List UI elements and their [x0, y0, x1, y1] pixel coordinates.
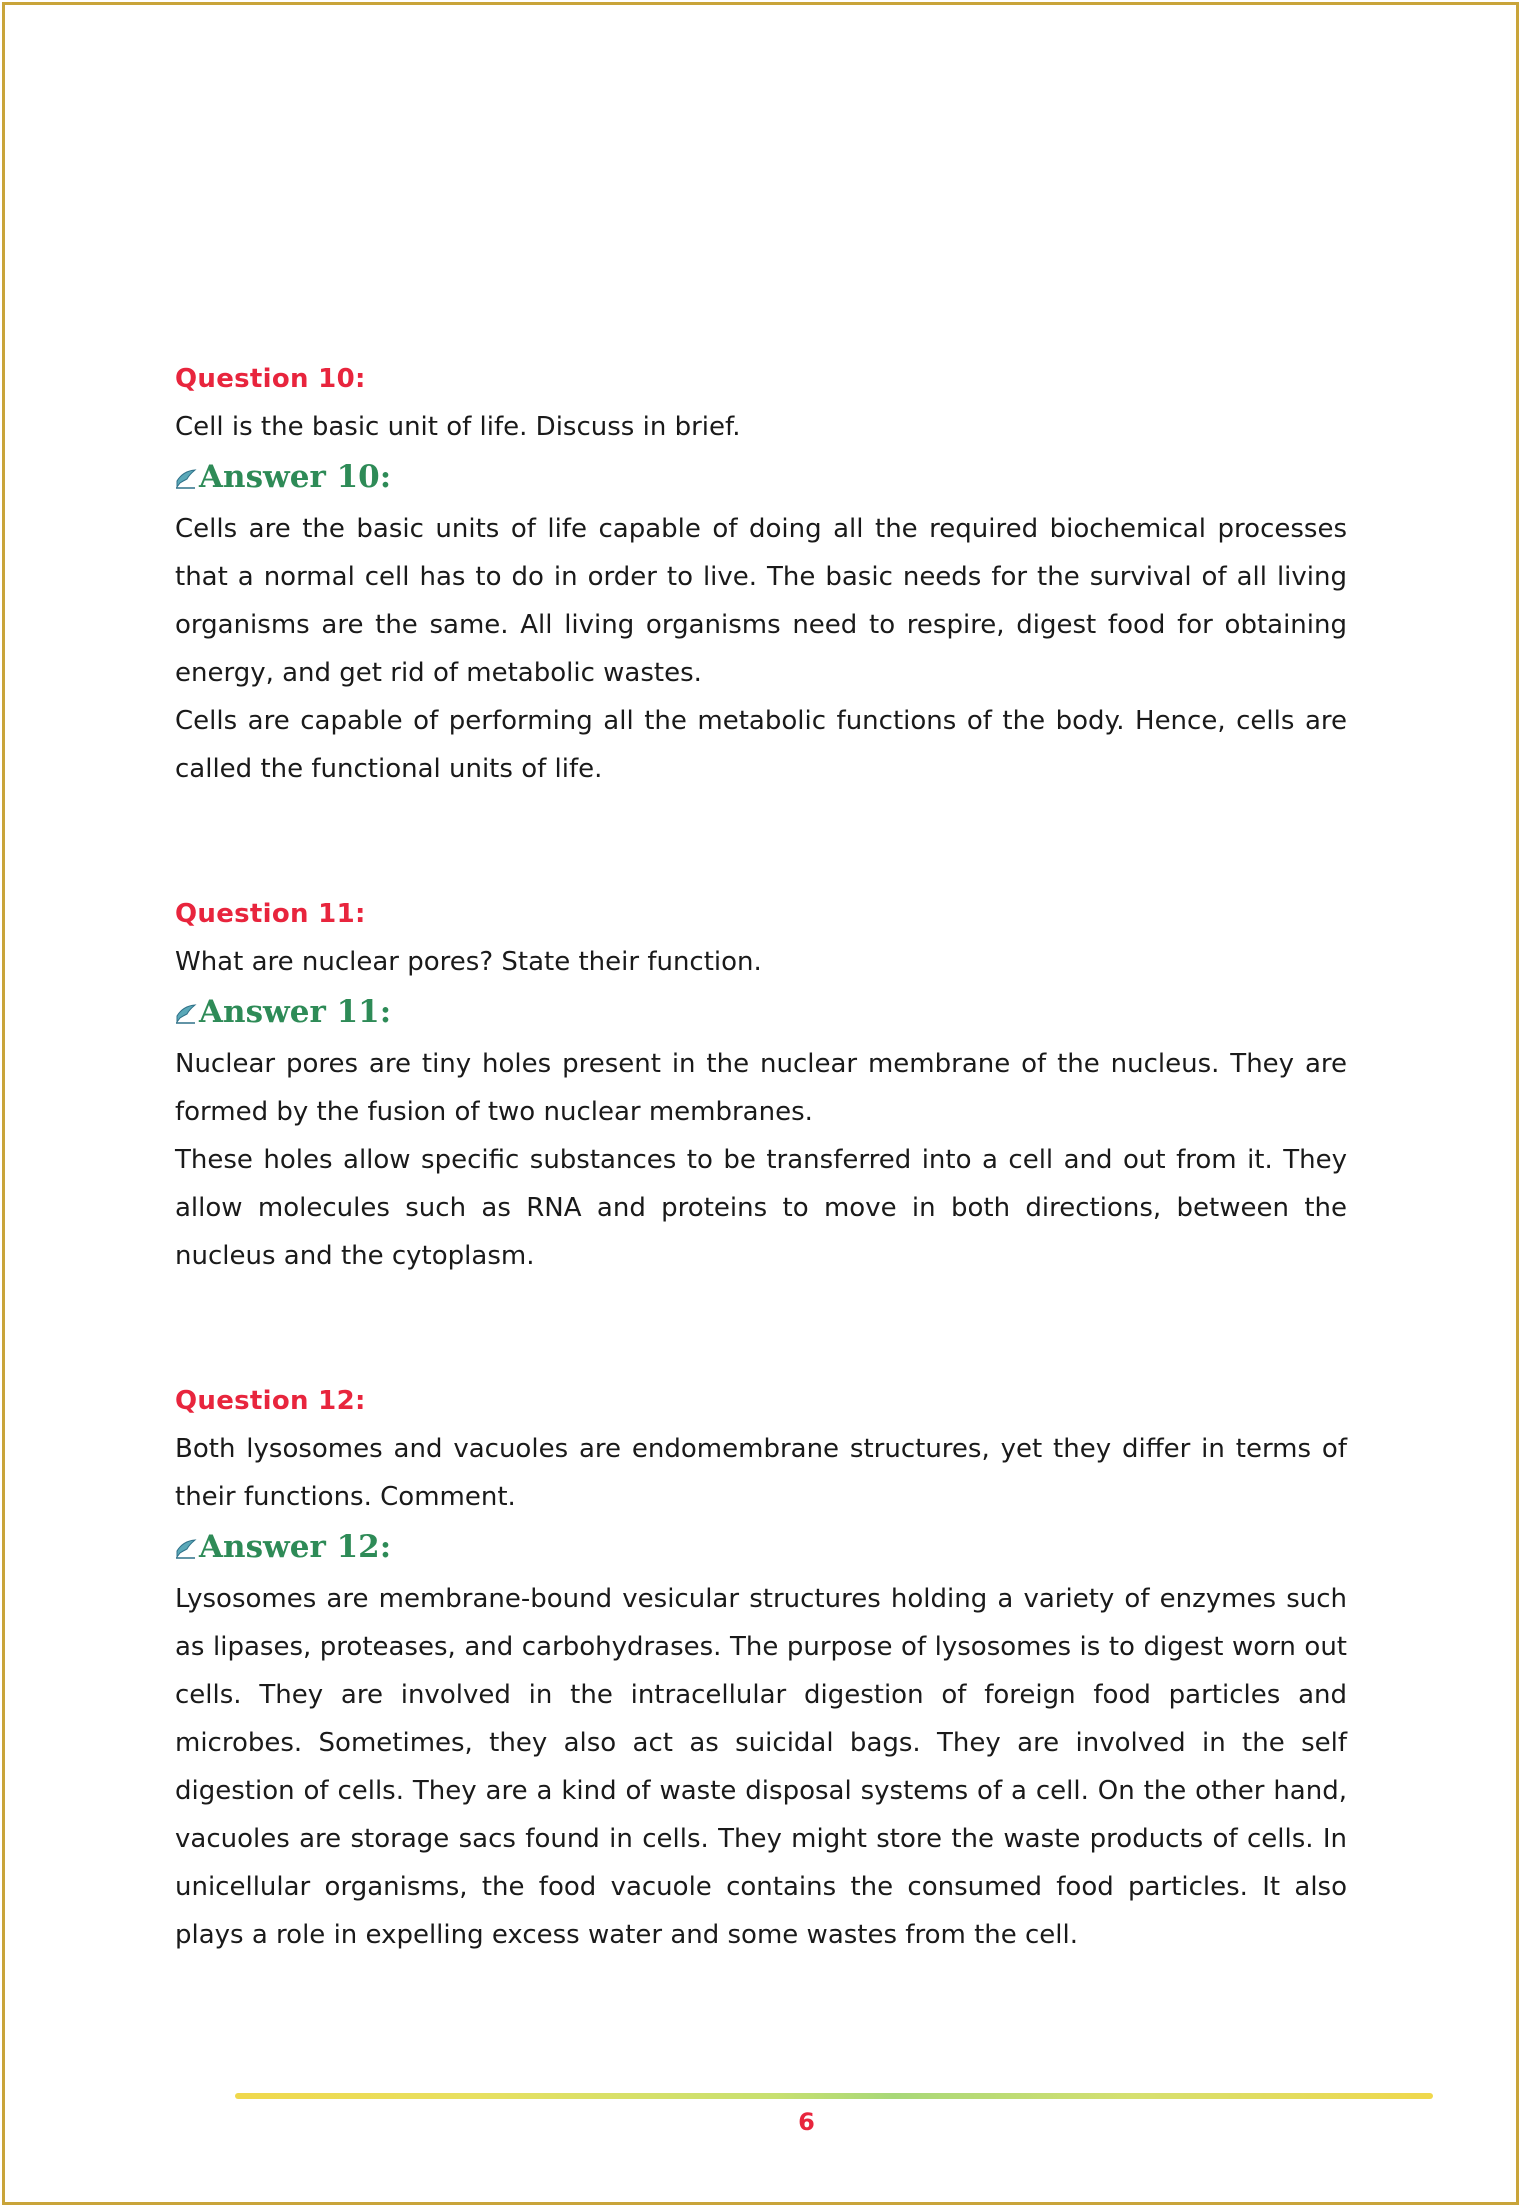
section-gap [175, 793, 1347, 890]
answer-heading: Answer 12: [199, 1529, 392, 1565]
quill-pen-icon [175, 1539, 197, 1559]
section-gap [175, 1280, 1347, 1377]
page-number: 6 [798, 2108, 815, 2136]
qa-block-12 [175, 1377, 1347, 1959]
answer-heading-row [175, 1519, 1347, 1575]
footer-divider [235, 2093, 1433, 2099]
answer-heading: Answer 11: [199, 994, 392, 1030]
question-heading: Question 12: [175, 1386, 366, 1416]
question-heading: Question 10: [175, 364, 366, 394]
answer-paragraph: These holes allow specific substances to be transferred into a cell and out from it. They allow molecules such as RNA and proteins to move in both directions, between the nucleus and the cytoplasm. [175, 1145, 1347, 1271]
answer-paragraph: Lysosomes are membrane-bound vesicular structures holding a variety of enzymes such as lipases, proteases, and carbohydrases. The purpose of lysosomes is to digest worn out cells. They are involved in the intracellular digestion of foreign food particles and microbes. Sometimes, they also act as suicidal bags. They are involved in the self digestion of cells. They are a kind of waste disposal systems of a cell. On the other hand, vacuoles are storage sacs found in cells. They might store the waste products of cells. In unicellular organisms, the food vacuole contains the consumed food particles. It also plays a role in expelling excess water and some wastes from the cell. [175, 1584, 1347, 1950]
answer-paragraph: Nuclear pores are tiny holes present in the nuclear membrane of the nucleus. They are formed by the fusion of two nuclear membranes. [175, 1049, 1347, 1127]
qa-block-11 [175, 890, 1347, 1280]
answer-paragraph: Cells are the basic units of life capable of doing all the required biochemical processes that a normal cell has to do in order to live. The basic needs for the survival of all living organisms are the same. All living organisms need to respire, digest food for obtaining energy, and get rid of metabolic wastes. [175, 514, 1347, 688]
answer-heading: Answer 10: [199, 459, 392, 495]
quill-pen-icon [175, 1004, 197, 1024]
qa-block-10 [175, 355, 1347, 793]
question-text: Cell is the basic unit of life. Discuss in brief. [175, 412, 741, 442]
page-content [175, 355, 1347, 1959]
answer-heading-row [175, 984, 1347, 1040]
question-heading: Question 11: [175, 899, 366, 929]
question-text: What are nuclear pores? State their function. [175, 947, 762, 977]
question-text: Both lysosomes and vacuoles are endomembrane structures, yet they differ in terms of their functions. Comment. [175, 1434, 1347, 1512]
quill-pen-icon [175, 469, 197, 489]
answer-heading-row [175, 449, 1347, 505]
answer-paragraph: Cells are capable of performing all the metabolic functions of the body. Hence, cells are called the functional units of life. [175, 706, 1347, 784]
